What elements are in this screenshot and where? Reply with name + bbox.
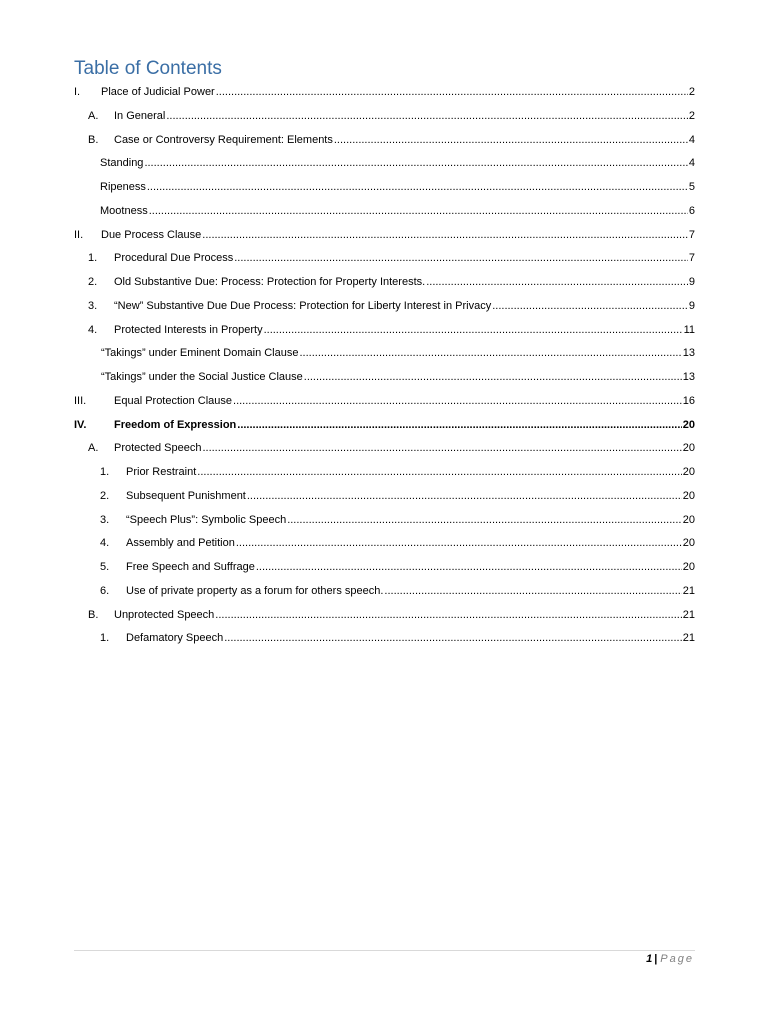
- toc-entry[interactable]: [74, 203, 695, 227]
- toc-entry-label: Freedom of Expression: [114, 418, 237, 431]
- toc-entry-page: 11: [683, 323, 695, 336]
- toc-entry[interactable]: [74, 535, 695, 559]
- toc-entry[interactable]: [74, 250, 695, 274]
- toc-dot-leader: [147, 179, 688, 195]
- toc-entry-number: II.: [74, 228, 84, 241]
- toc-entry[interactable]: [74, 583, 695, 607]
- toc-entry-label: Protected Speech: [114, 442, 202, 455]
- toc-entry-number: B.: [88, 608, 99, 621]
- toc-entry-label: In General: [114, 109, 166, 122]
- toc-entry[interactable]: [74, 440, 695, 464]
- toc-entry-page: 4: [688, 133, 695, 146]
- toc-title: Table of Contents: [74, 58, 222, 79]
- toc-entry-label: Subsequent Punishment: [126, 489, 246, 502]
- toc-entry-page: 20: [682, 418, 695, 431]
- footer-separator: |: [654, 953, 658, 965]
- toc-entry-number: 4.: [88, 323, 98, 336]
- toc-entry[interactable]: [74, 393, 695, 417]
- toc-entry-label: “Speech Plus”: Symbolic Speech: [126, 513, 287, 526]
- toc-entry[interactable]: [74, 322, 695, 346]
- toc-entry-page: 13: [682, 347, 695, 360]
- toc-dot-leader: [426, 274, 688, 290]
- toc-entry-page: 13: [682, 371, 695, 383]
- toc-entry-page: 5: [688, 181, 695, 193]
- toc-entry[interactable]: [74, 488, 695, 512]
- toc-entry-page: 2: [688, 109, 695, 122]
- toc-entry-number: 2.: [88, 276, 98, 288]
- toc-entry-page: 20: [682, 537, 695, 550]
- toc-entry-page: 20: [682, 466, 695, 478]
- toc-entry-page: 20: [682, 513, 695, 526]
- toc-entry-page: 21: [682, 632, 695, 645]
- toc-entry-page: 20: [682, 561, 695, 573]
- toc-dot-leader: [224, 630, 682, 646]
- toc-dot-leader: [236, 535, 682, 551]
- toc-entry-number: 1.: [100, 632, 110, 645]
- toc-entry-number: 2.: [100, 489, 110, 502]
- toc-entry-page: 9: [688, 299, 695, 312]
- toc-entry-label: Case or Controversy Requirement: Elements: [114, 133, 333, 146]
- toc-entry-number: A.: [88, 442, 99, 455]
- toc-entry[interactable]: [74, 345, 695, 369]
- toc-entry-page: 21: [682, 608, 695, 621]
- toc-entry[interactable]: [74, 155, 695, 179]
- toc-dot-leader: [197, 464, 681, 480]
- toc-dot-leader: [264, 322, 683, 338]
- toc-entry-label: Protected Interests in Property: [114, 323, 263, 336]
- toc-entry-label: Procedural Due Process: [114, 252, 234, 265]
- toc-dot-leader: [166, 108, 688, 124]
- toc-entry[interactable]: [74, 298, 695, 322]
- toc-entry-page: 7: [688, 228, 695, 241]
- footer-page-number: 1: [646, 953, 653, 965]
- toc-entry-label: Unprotected Speech: [114, 608, 215, 621]
- toc-entry-number: 3.: [100, 513, 110, 526]
- toc-entry[interactable]: [74, 274, 695, 298]
- toc-entry[interactable]: [74, 369, 695, 393]
- toc-entry-page: 16: [682, 394, 695, 407]
- toc-dot-leader: [287, 512, 682, 528]
- toc-entry[interactable]: [74, 559, 695, 583]
- toc-entry-label: Assembly and Petition: [126, 537, 235, 550]
- toc-dot-leader: [492, 298, 688, 314]
- toc-dot-leader: [334, 132, 688, 148]
- toc-dot-leader: [215, 607, 681, 623]
- toc-entry-number: 4.: [100, 537, 110, 550]
- toc-entry-page: 20: [682, 442, 695, 455]
- toc-entry-label: Old Substantive Due: Process: Protection for Property Interests.: [114, 276, 426, 288]
- toc-entry[interactable]: [74, 464, 695, 488]
- toc-entry-label: “Takings” under Eminent Domain Clause: [101, 347, 299, 360]
- toc-entry[interactable]: [74, 132, 695, 156]
- toc-entry-label: Defamatory Speech: [126, 632, 224, 645]
- toc-entry-label: Ripeness: [100, 181, 146, 193]
- toc-entry-number: 3.: [88, 299, 98, 312]
- toc-dot-leader: [247, 488, 682, 504]
- toc-entry-label: “Takings” under the Social Justice Clause: [101, 371, 303, 383]
- toc-dot-leader: [233, 393, 682, 409]
- toc-dot-leader: [304, 369, 682, 385]
- toc-entry[interactable]: [74, 630, 695, 654]
- toc-dot-leader: [202, 227, 688, 243]
- toc-entry-page: 21: [682, 584, 695, 597]
- toc-entry-page: 6: [688, 204, 695, 217]
- toc-entry[interactable]: [74, 108, 695, 132]
- footer-page-word: Page: [660, 953, 694, 965]
- toc-entry-label: Free Speech and Suffrage: [126, 561, 255, 573]
- toc-dot-leader: [256, 559, 682, 575]
- toc-entry-label: Equal Protection Clause: [114, 394, 233, 407]
- toc-entry-label: Standing: [100, 157, 144, 170]
- toc-entry-page: 2: [688, 86, 695, 98]
- toc-entry[interactable]: [74, 227, 695, 251]
- toc-entry-number: 1.: [88, 252, 98, 265]
- toc-entry-number: 5.: [100, 561, 110, 573]
- toc-entry-number: III.: [74, 394, 87, 407]
- toc-entry-number: B.: [88, 133, 99, 146]
- toc-entry-label: Use of private property as a forum for others speech.: [126, 584, 384, 597]
- toc-entry-label: Place of Judicial Power: [101, 86, 215, 98]
- toc-entry-number: A.: [88, 109, 99, 122]
- toc-dot-leader: [384, 583, 681, 599]
- toc-entry-page: 7: [688, 252, 695, 265]
- toc-entry-label: Prior Restraint: [126, 466, 197, 478]
- toc-dot-leader: [234, 250, 688, 266]
- table-of-contents: [74, 84, 695, 654]
- toc-entry[interactable]: [74, 512, 695, 536]
- toc-entry-page: 4: [688, 157, 695, 170]
- toc-entry-number: IV.: [74, 418, 87, 431]
- toc-dot-leader: [144, 155, 687, 171]
- toc-entry-number: 1.: [100, 466, 110, 478]
- toc-entry[interactable]: [74, 84, 695, 108]
- toc-entry-page: 20: [682, 489, 695, 502]
- toc-entry-label: Mootness: [100, 204, 148, 217]
- toc-entry-label: “New” Substantive Due Due Process: Protection for Liberty Interest in Privacy: [114, 299, 492, 312]
- toc-entry-number: I.: [74, 86, 81, 98]
- toc-entry-label: Due Process Clause: [101, 228, 202, 241]
- toc-dot-leader: [216, 84, 688, 100]
- toc-entry[interactable]: [74, 607, 695, 631]
- toc-entry-page: 9: [688, 276, 695, 288]
- page-footer: [646, 953, 694, 965]
- toc-dot-leader: [299, 345, 681, 361]
- toc-entry-number: 6.: [100, 584, 110, 597]
- toc-dot-leader: [202, 440, 681, 456]
- toc-entry[interactable]: [74, 417, 695, 441]
- toc-dot-leader: [237, 417, 681, 433]
- toc-entry[interactable]: [74, 179, 695, 203]
- footer-divider: [74, 950, 695, 951]
- toc-dot-leader: [149, 203, 688, 219]
